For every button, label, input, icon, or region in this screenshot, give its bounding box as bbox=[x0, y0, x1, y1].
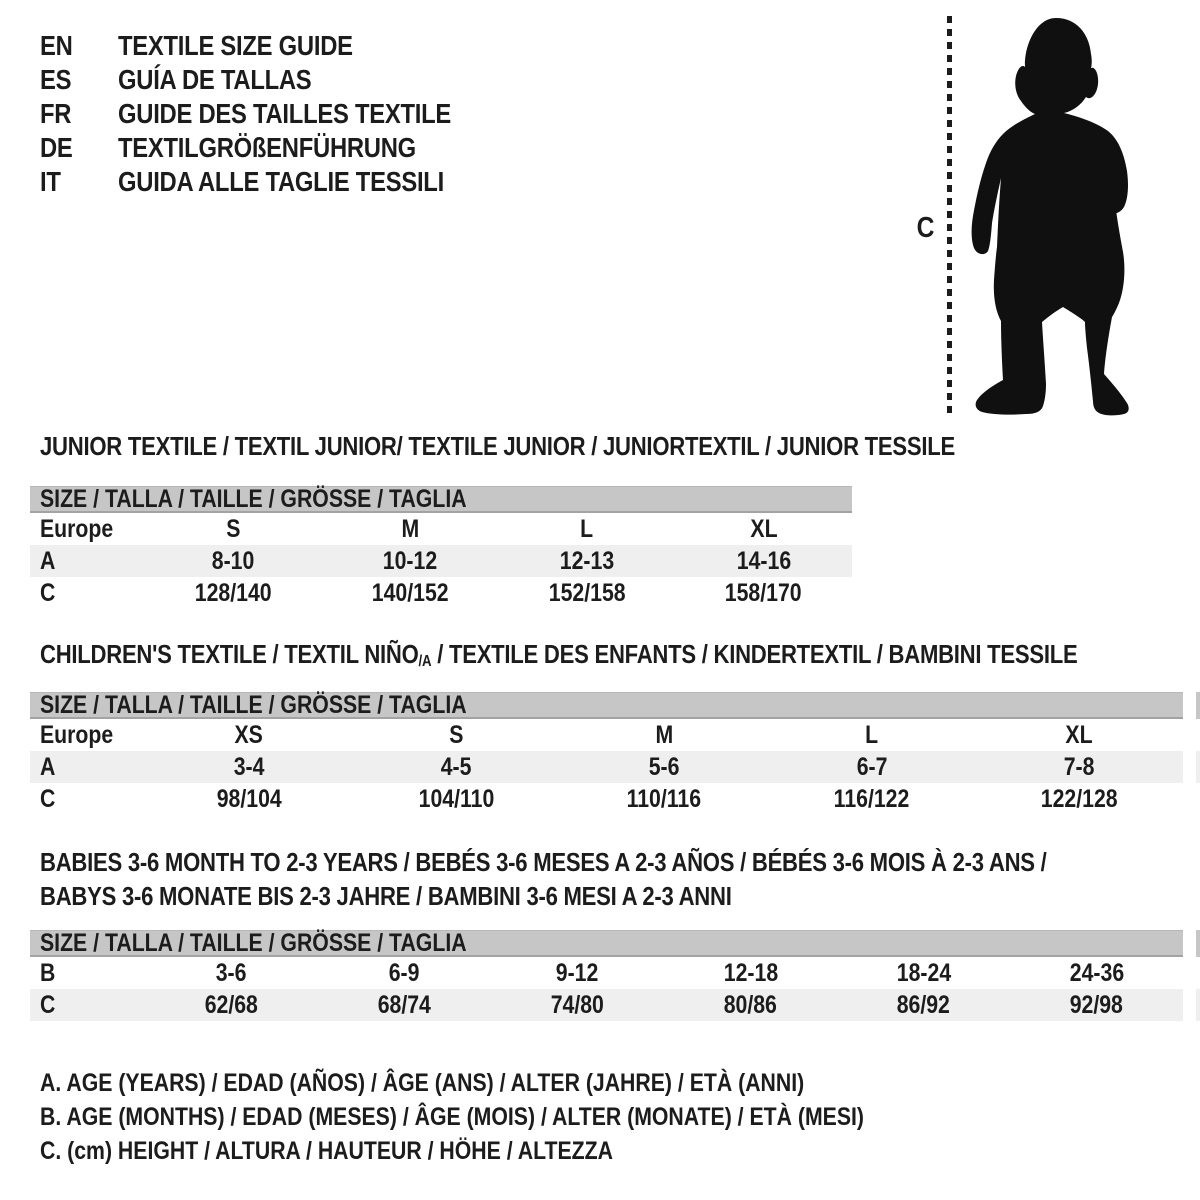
language-code: IT bbox=[40, 166, 61, 197]
language-code: DE bbox=[40, 132, 73, 163]
table-cell: 62/68 bbox=[204, 990, 259, 1019]
table-cell: 86/92 bbox=[896, 990, 951, 1019]
table-cell: XS bbox=[234, 720, 263, 749]
table-cell: 116/122 bbox=[833, 784, 910, 813]
language-row bbox=[40, 131, 510, 165]
size-header-bar bbox=[30, 930, 1183, 957]
height-measure-dashed-line bbox=[947, 16, 952, 417]
table-cell: 9-12 bbox=[556, 958, 599, 987]
table-cell: XL bbox=[1065, 720, 1093, 749]
language-code: ES bbox=[40, 64, 72, 95]
table-cell: 6-9 bbox=[389, 958, 420, 987]
babies-size-table bbox=[30, 930, 1183, 1021]
table-cell: 12-13 bbox=[559, 546, 615, 575]
table-cell: L bbox=[865, 720, 879, 749]
table-cell: 68/74 bbox=[377, 990, 432, 1019]
toddler-silhouette-icon bbox=[965, 10, 1145, 420]
size-header-bar bbox=[30, 692, 1183, 719]
junior-size-table bbox=[30, 486, 852, 609]
table-row bbox=[30, 783, 1183, 815]
row-label: C bbox=[40, 990, 56, 1019]
children-section-title: CHILDREN'S TEXTILE / TEXTIL NIÑO/A / TEXTILE DES ENFANTS / KINDERTEXTIL / BAMBINI TESSILE bbox=[40, 639, 1078, 671]
table-cell: L bbox=[580, 514, 594, 543]
language-guide-title: TEXTILGRÖßENFÜHRUNG bbox=[118, 132, 416, 163]
table-cell: 10-12 bbox=[382, 546, 438, 575]
table-cell: 128/140 bbox=[194, 578, 272, 607]
cropped-edge-fragment bbox=[1196, 930, 1200, 957]
table-cell: 110/116 bbox=[626, 784, 702, 813]
table-cell: 7-8 bbox=[1063, 752, 1095, 781]
table-cell: 158/170 bbox=[725, 578, 803, 607]
cropped-edge-fragment bbox=[1196, 989, 1200, 1021]
row-label: Europe bbox=[40, 720, 114, 749]
table-row bbox=[30, 513, 852, 545]
height-measure-label: C bbox=[916, 212, 935, 244]
table-cell: S bbox=[449, 720, 464, 749]
footnote-b: B. AGE (MONTHS) / EDAD (MESES) / ÂGE (MOIS) / ALTER (MONATE) / ETÀ (MESI) bbox=[40, 1102, 865, 1131]
table-cell: 122/128 bbox=[1040, 784, 1118, 813]
children-size-table bbox=[30, 692, 1183, 815]
table-row bbox=[30, 751, 1183, 783]
cropped-edge-fragment bbox=[1196, 751, 1200, 783]
table-cell: 3-4 bbox=[233, 752, 265, 781]
table-cell: 24-36 bbox=[1069, 958, 1124, 987]
table-cell: M bbox=[401, 514, 419, 543]
table-cell: S bbox=[226, 514, 241, 543]
table-cell: 152/158 bbox=[548, 578, 626, 607]
footnote-c: C. (cm) HEIGHT / ALTURA / HAUTEUR / HÖHE / ALTEZZA bbox=[40, 1136, 613, 1165]
language-row bbox=[40, 165, 510, 199]
cropped-edge-fragment bbox=[1196, 692, 1200, 719]
table-row bbox=[30, 577, 852, 609]
table-cell: 92/98 bbox=[1069, 990, 1124, 1019]
language-guide-title: GUÍA DE TALLAS bbox=[118, 64, 312, 95]
size-header-bar bbox=[30, 486, 852, 513]
size-header-label: SIZE / TALLA / TAILLE / GRÖSSE / TAGLIA bbox=[40, 928, 467, 957]
language-title-list bbox=[40, 29, 510, 199]
size-header-label: SIZE / TALLA / TAILLE / GRÖSSE / TAGLIA bbox=[40, 690, 467, 719]
table-row bbox=[30, 719, 1183, 751]
table-cell: 104/110 bbox=[418, 784, 495, 813]
language-guide-title: TEXTILE SIZE GUIDE bbox=[118, 30, 353, 61]
row-label: Europe bbox=[40, 514, 114, 543]
language-row bbox=[40, 63, 510, 97]
footnote-a: A. AGE (YEARS) / EDAD (AÑOS) / ÂGE (ANS) / ALTER (JAHRE) / ETÀ (ANNI) bbox=[40, 1068, 805, 1097]
row-label: A bbox=[40, 752, 56, 781]
table-cell: 6-7 bbox=[856, 752, 887, 781]
table-cell: 140/152 bbox=[371, 578, 449, 607]
size-header-label: SIZE / TALLA / TAILLE / GRÖSSE / TAGLIA bbox=[40, 484, 467, 513]
footnotes bbox=[40, 1066, 1009, 1168]
babies-section-title-line1: BABIES 3-6 MONTH TO 2-3 YEARS / BEBÉS 3-6 MESES A 2-3 AÑOS / BÉBÉS 3-6 MOIS À 2-3 ANS / bbox=[40, 847, 1047, 877]
junior-section-title: JUNIOR TEXTILE / TEXTIL JUNIOR/ TEXTILE JUNIOR / JUNIORTEXTIL / JUNIOR TESSILE bbox=[40, 431, 955, 461]
row-label: C bbox=[40, 578, 56, 607]
table-cell: XL bbox=[750, 514, 778, 543]
table-cell: 80/86 bbox=[723, 990, 778, 1019]
babies-section-title-line2: BABYS 3-6 MONATE BIS 2-3 JAHRE / BAMBINI 3-6 MESI A 2-3 ANNI bbox=[40, 881, 732, 911]
table-cell: 98/104 bbox=[216, 784, 282, 813]
table-cell: 8-10 bbox=[212, 546, 255, 575]
table-cell: M bbox=[655, 720, 673, 749]
table-cell: 4-5 bbox=[441, 752, 472, 781]
row-label: A bbox=[40, 546, 56, 575]
table-cell: 14-16 bbox=[736, 546, 791, 575]
table-row bbox=[30, 545, 852, 577]
table-row bbox=[30, 989, 1183, 1021]
language-code: FR bbox=[40, 98, 72, 129]
table-row bbox=[30, 957, 1183, 989]
language-row bbox=[40, 29, 510, 63]
language-code: EN bbox=[40, 30, 73, 61]
row-label: C bbox=[40, 784, 56, 813]
row-label: B bbox=[40, 958, 56, 987]
table-cell: 5-6 bbox=[648, 752, 680, 781]
table-cell: 3-6 bbox=[216, 958, 247, 987]
table-cell: 12-18 bbox=[723, 958, 778, 987]
language-guide-title: GUIDE DES TAILLES TEXTILE bbox=[118, 98, 452, 129]
table-cell: 18-24 bbox=[896, 958, 951, 987]
language-guide-title: GUIDA ALLE TAGLIE TESSILI bbox=[118, 166, 444, 197]
table-cell: 74/80 bbox=[550, 990, 605, 1019]
language-row bbox=[40, 97, 510, 131]
